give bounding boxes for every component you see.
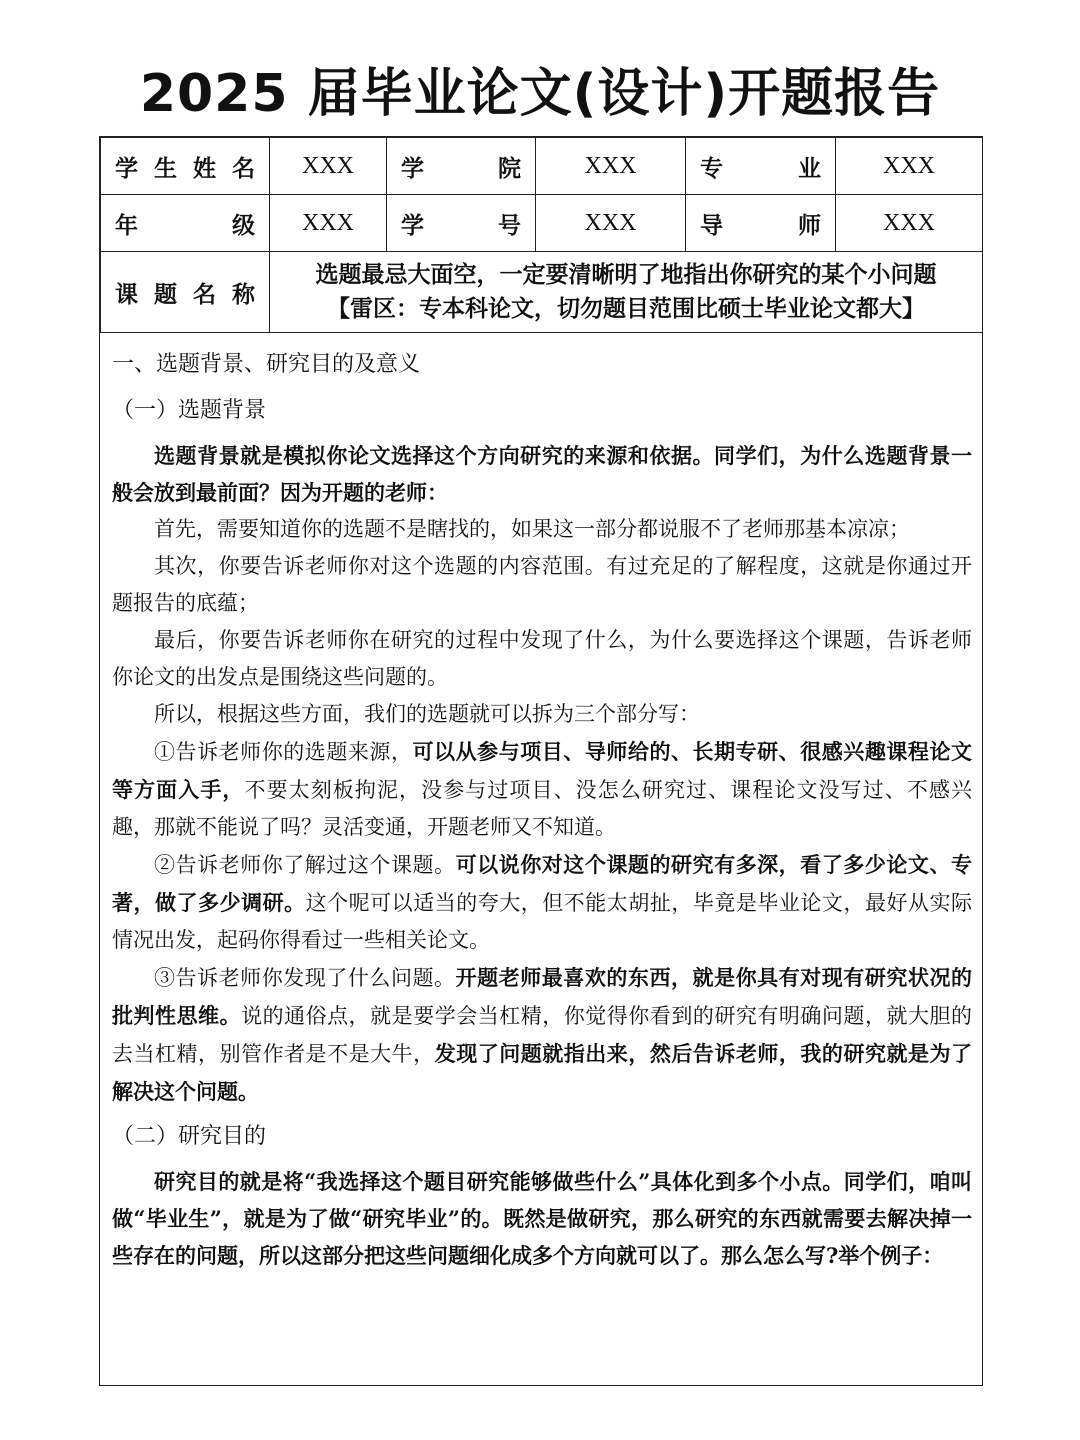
label-text: 年 级: [115, 211, 255, 239]
emphasis: 发现了问题就指出来，然后告诉老师，我的研究就是为了解决这个问题。: [112, 1041, 973, 1104]
topic-line-1: 选题最忌大面空，一定要清晰明了地指出你研究的某个小问题: [315, 261, 937, 288]
topic-value: [270, 252, 983, 333]
paragraph: 所以，根据这些方面，我们的选题就可以拆为三个部分写：: [154, 702, 700, 726]
student-id-label: [387, 195, 536, 252]
label-text: 课 题 名 称: [115, 280, 255, 308]
paragraph: [112, 846, 972, 959]
label-text: 学 生 姓 名: [115, 154, 255, 182]
text: ①告诉老师你的选题来源，: [154, 740, 413, 764]
paragraph: [112, 733, 972, 846]
subsection-heading-purpose: （二）研究目的: [112, 1124, 267, 1149]
report-body: [100, 333, 982, 1274]
topic-label: [101, 252, 270, 333]
info-table: [100, 137, 983, 333]
label-text: 导 师: [700, 211, 821, 239]
label-text: 专 业: [700, 154, 821, 182]
paragraph: 最后，你要告诉老师你在研究的过程中发现了什么，为什么要选择这个课题，告诉老师你论文的出发点是围绕这些问题的。: [112, 628, 972, 689]
paragraph: 其次，你要告诉老师你对这个选题的内容范围。有过充足的了解程度，这就是你通过开题报告的底蕴；: [112, 554, 972, 615]
grade-value: XXX: [270, 195, 387, 252]
grade-label: [101, 195, 270, 252]
advisor-label: [686, 195, 836, 252]
text: 说的通俗点，就是要学会当杠精，你觉得你看到的研究有明确问题，就大胆的去当杠精，别管作者是不是大牛，: [112, 1004, 972, 1066]
student-name-label: [101, 138, 270, 195]
college-value: XXX: [536, 138, 686, 195]
paragraph: 研究目的就是将“我选择这个题目研究能够做些什么”具体化到多个小点。同学们，咱叫做“毕业生”，就是为了做“研究毕业”的。既然是做研究，那么研究的东西就需要去解决掉一些存在的问题，所以这部分把这些问题细化成多个方向就可以了。那么怎么写?举个例子：: [112, 1169, 972, 1268]
label-text: 学 号: [401, 211, 521, 239]
text: 这个呢可以适当的夸大，但不能太胡扯，毕竟是毕业论文，最好从实际情况出发，起码你得看过一些相关论文。: [112, 891, 973, 952]
text: 不要太刻板拘泥，没参与过项目、没怎么研究过、课程论文没写过、不感兴趣，那就不能说了吗？灵活变通，开题老师又不知道。: [112, 778, 973, 839]
student-id-value: XXX: [536, 195, 686, 252]
subsection-heading-background: （一）选题背景: [112, 398, 267, 423]
topic-line-2: 【雷区：专本科论文，切勿题目范围比硕士毕业论文都大】: [327, 295, 925, 322]
page-title: 2025 届毕业论文(设计)开题报告: [139, 64, 941, 124]
text: ③告诉老师你发现了什么问题。: [154, 966, 456, 990]
emphasis: 可以从参与项目、导师给的、长期专研、很感兴趣课程论文等方面入手，: [112, 739, 973, 802]
label-text: 学 院: [401, 154, 521, 182]
advisor-value: XXX: [836, 195, 983, 252]
emphasis: 开题老师最喜欢的东西，就是你具有对现有研究状况的批判性思维。: [112, 965, 973, 1028]
section-heading: 一、选题背景、研究目的及意义: [112, 352, 421, 377]
paragraph: [112, 959, 972, 1111]
emphasis: 可以说你对这个课题的研究有多深，看了多少论文、专著，做了多少调研。: [112, 852, 973, 915]
text: ②告诉老师你了解过这个课题。: [154, 853, 456, 877]
report-form: [99, 136, 983, 1386]
paragraph: 选题背景就是模拟你论文选择这个方向研究的来源和依据。同学们，为什么选题背景一般会放到最前面？因为开题的老师：: [112, 443, 972, 505]
college-label: [387, 138, 536, 195]
major-value: XXX: [836, 138, 983, 195]
student-name-value: XXX: [270, 138, 387, 195]
paragraph: 首先，需要知道你的选题不是瞎找的，如果这一部分都说服不了老师那基本凉凉；: [154, 517, 910, 541]
major-label: [686, 138, 836, 195]
